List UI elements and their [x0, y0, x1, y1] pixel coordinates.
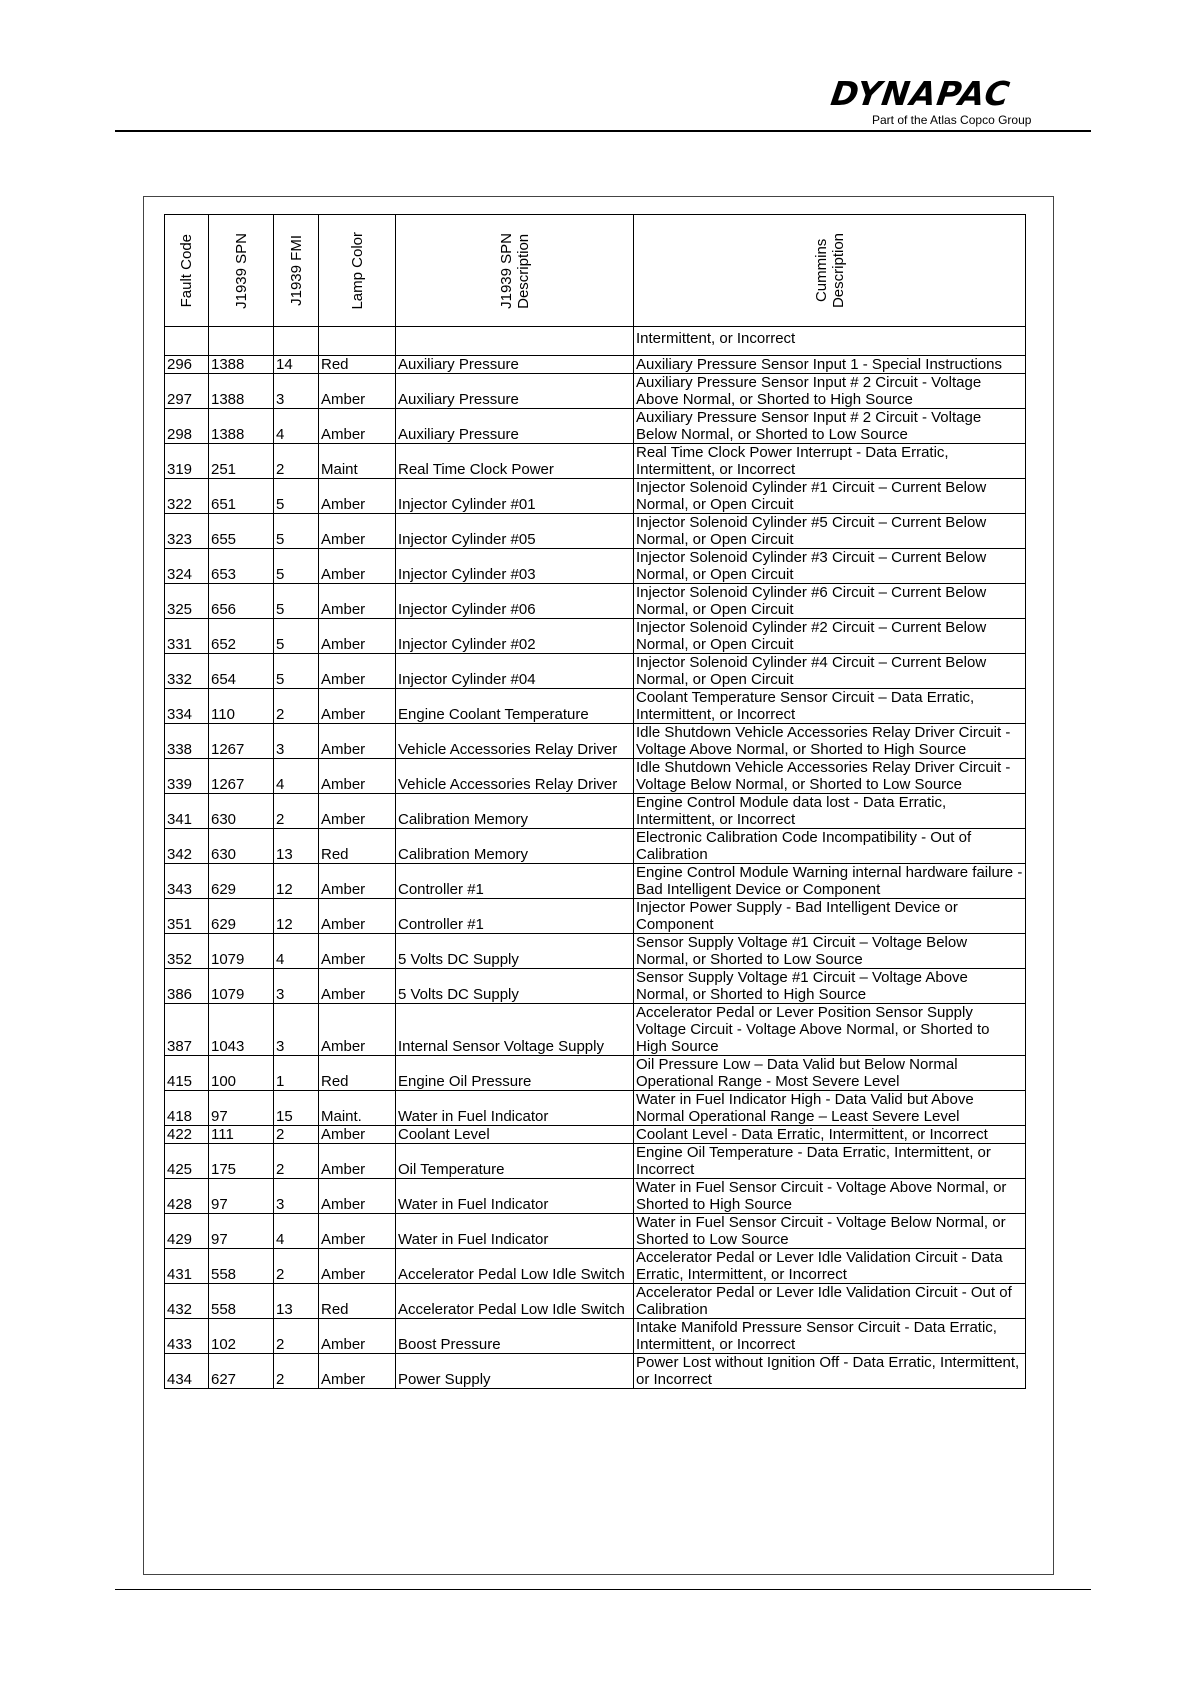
fmi-cell: 13	[274, 829, 319, 864]
lamp-color-cell: Red	[319, 1284, 396, 1319]
fault-code-cell: 298	[165, 409, 209, 444]
fault-code-cell: 434	[165, 1354, 209, 1389]
table-row	[165, 864, 1026, 899]
brand-name: DYNAPAC	[828, 74, 1013, 113]
lamp-color-cell: Amber	[319, 1126, 396, 1144]
spn-description-cell: Auxiliary Pressure	[396, 374, 634, 409]
table-row	[165, 969, 1026, 1004]
spn-description-cell: Injector Cylinder #01	[396, 479, 634, 514]
lamp-color-cell: Amber	[319, 1004, 396, 1056]
cummins-description-cell: Intake Manifold Pressure Sensor Circuit - Data Erratic, Intermittent, or Incorrect	[634, 1319, 1026, 1354]
cummins-description-cell: Auxiliary Pressure Sensor Input # 2 Circuit - Voltage Above Normal, or Shorted to High Source	[634, 374, 1026, 409]
lamp-color-cell: Red	[319, 1056, 396, 1091]
cummins-description-cell: Engine Control Module Warning internal hardware failure - Bad Intelligent Device or Component	[634, 864, 1026, 899]
spn-description-cell: Accelerator Pedal Low Idle Switch	[396, 1284, 634, 1319]
lamp-color-cell: Amber	[319, 514, 396, 549]
spn-description-cell: Engine Coolant Temperature	[396, 689, 634, 724]
lamp-color-cell: Amber	[319, 1319, 396, 1354]
cummins-description-cell: Coolant Temperature Sensor Circuit – Data Erratic, Intermittent, or Incorrect	[634, 689, 1026, 724]
spn-cell: 110	[209, 689, 274, 724]
cummins-description-cell: Injector Solenoid Cylinder #1 Circuit – Current Below Normal, or Open Circuit	[634, 479, 1026, 514]
table-row	[165, 479, 1026, 514]
spn-cell: 630	[209, 829, 274, 864]
cummins-description-cell: Real Time Clock Power Interrupt - Data Erratic, Intermittent, or Incorrect	[634, 444, 1026, 479]
lamp-color-cell: Amber	[319, 1214, 396, 1249]
table-row	[165, 654, 1026, 689]
cummins-description-cell: Water in Fuel Indicator High - Data Valid but Above Normal Operational Range – Least Severe Level	[634, 1091, 1026, 1126]
spn-cell: 558	[209, 1284, 274, 1319]
cummins-description-cell: Water in Fuel Sensor Circuit - Voltage Below Normal, or Shorted to Low Source	[634, 1214, 1026, 1249]
table-row	[165, 619, 1026, 654]
spn-cell: 655	[209, 514, 274, 549]
table-row	[165, 934, 1026, 969]
fault-code-cell: 351	[165, 899, 209, 934]
table-row	[165, 1126, 1026, 1144]
spn-cell: 1267	[209, 759, 274, 794]
spn-cell: 251	[209, 444, 274, 479]
spn-description-cell: 5 Volts DC Supply	[396, 934, 634, 969]
spn-cell: 627	[209, 1354, 274, 1389]
lamp-color-cell: Red	[319, 829, 396, 864]
table-row	[165, 374, 1026, 409]
col-cummins-description: Cummins Description	[634, 215, 1026, 327]
spn-description-cell: Accelerator Pedal Low Idle Switch	[396, 1249, 634, 1284]
lamp-color-cell: Amber	[319, 969, 396, 1004]
spn-cell: 100	[209, 1056, 274, 1091]
fault-code-cell: 322	[165, 479, 209, 514]
cummins-description-cell: Idle Shutdown Vehicle Accessories Relay Driver Circuit - Voltage Above Normal, or Shorted to High Source	[634, 724, 1026, 759]
header-row	[165, 215, 1026, 327]
lamp-color-cell: Amber	[319, 479, 396, 514]
fault-code-cell: 338	[165, 724, 209, 759]
col-fault-code: Fault Code	[165, 215, 209, 327]
dynapac-logo	[828, 74, 1074, 138]
table-row	[165, 514, 1026, 549]
fmi-cell: 3	[274, 969, 319, 1004]
fault-code-cell: 341	[165, 794, 209, 829]
fmi-cell: 15	[274, 1091, 319, 1126]
table-row	[165, 689, 1026, 724]
fault-code-cell: 433	[165, 1319, 209, 1354]
spn-cell: 651	[209, 479, 274, 514]
table-row	[165, 1284, 1026, 1319]
spn-description-cell: Coolant Level	[396, 1126, 634, 1144]
spn-description-cell: Engine Oil Pressure	[396, 1056, 634, 1091]
spn-description-cell: Auxiliary Pressure	[396, 356, 634, 374]
spn-cell: 1267	[209, 724, 274, 759]
fault-code-cell: 323	[165, 514, 209, 549]
col-lamp-color: Lamp Color	[319, 215, 396, 327]
cummins-description-cell: Injector Solenoid Cylinder #3 Circuit – Current Below Normal, or Open Circuit	[634, 549, 1026, 584]
fault-code-cell: 429	[165, 1214, 209, 1249]
continuation-text: Intermittent, or Incorrect	[634, 327, 1026, 356]
spn-description-cell: Controller #1	[396, 899, 634, 934]
spn-description-cell: Injector Cylinder #02	[396, 619, 634, 654]
fmi-cell: 12	[274, 899, 319, 934]
spn-description-cell: Controller #1	[396, 864, 634, 899]
col-spn-description: J1939 SPN Description	[396, 215, 634, 327]
table-row	[165, 549, 1026, 584]
cummins-description-cell: Auxiliary Pressure Sensor Input 1 - Special Instructions	[634, 356, 1026, 374]
table-row	[165, 899, 1026, 934]
cummins-description-cell: Oil Pressure Low – Data Valid but Below Normal Operational Range - Most Severe Level	[634, 1056, 1026, 1091]
col-fmi: J1939 FMI	[274, 215, 319, 327]
lamp-color-cell: Amber	[319, 1144, 396, 1179]
fault-code-cell: 319	[165, 444, 209, 479]
lamp-color-cell: Amber	[319, 374, 396, 409]
spn-description-cell: Injector Cylinder #06	[396, 584, 634, 619]
table-row	[165, 1319, 1026, 1354]
fmi-cell: 5	[274, 514, 319, 549]
lamp-color-cell: Amber	[319, 1354, 396, 1389]
lamp-color-cell: Amber	[319, 899, 396, 934]
lamp-color-cell: Amber	[319, 1249, 396, 1284]
spn-description-cell: Auxiliary Pressure	[396, 409, 634, 444]
table-row	[165, 444, 1026, 479]
fmi-cell: 5	[274, 619, 319, 654]
fmi-cell: 13	[274, 1284, 319, 1319]
fault-code-cell: 296	[165, 356, 209, 374]
table-row	[165, 1249, 1026, 1284]
fault-code-cell: 331	[165, 619, 209, 654]
spn-cell: 629	[209, 899, 274, 934]
fmi-cell: 2	[274, 1319, 319, 1354]
fault-code-table	[164, 214, 1026, 1389]
spn-description-cell: Oil Temperature	[396, 1144, 634, 1179]
fmi-cell: 5	[274, 479, 319, 514]
spn-description-cell: Vehicle Accessories Relay Driver	[396, 759, 634, 794]
table-row	[165, 1144, 1026, 1179]
spn-cell: 1388	[209, 409, 274, 444]
table-row	[165, 724, 1026, 759]
lamp-color-cell: Amber	[319, 409, 396, 444]
fault-code-cell: 431	[165, 1249, 209, 1284]
table-row	[165, 409, 1026, 444]
spn-cell: 1079	[209, 969, 274, 1004]
fmi-cell: 1	[274, 1056, 319, 1091]
fault-code-cell: 342	[165, 829, 209, 864]
spn-cell: 656	[209, 584, 274, 619]
table-row	[165, 1004, 1026, 1056]
spn-description-cell: Internal Sensor Voltage Supply	[396, 1004, 634, 1056]
lamp-color-cell: Amber	[319, 934, 396, 969]
cummins-description-cell: Injector Solenoid Cylinder #6 Circuit – Current Below Normal, or Open Circuit	[634, 584, 1026, 619]
spn-description-cell: Boost Pressure	[396, 1319, 634, 1354]
cummins-description-cell: Injector Power Supply - Bad Intelligent Device or Component	[634, 899, 1026, 934]
table-row	[165, 794, 1026, 829]
spn-description-cell: Calibration Memory	[396, 794, 634, 829]
table-row	[165, 829, 1026, 864]
spn-cell: 629	[209, 864, 274, 899]
lamp-color-cell: Amber	[319, 794, 396, 829]
fmi-cell: 2	[274, 444, 319, 479]
spn-cell: 1079	[209, 934, 274, 969]
fmi-cell: 2	[274, 1249, 319, 1284]
spn-cell: 97	[209, 1091, 274, 1126]
cummins-description-cell: Power Lost without Ignition Off - Data Erratic, Intermittent, or Incorrect	[634, 1354, 1026, 1389]
fmi-cell: 3	[274, 1179, 319, 1214]
cummins-description-cell: Coolant Level - Data Erratic, Intermittent, or Incorrect	[634, 1126, 1026, 1144]
lamp-color-cell: Amber	[319, 759, 396, 794]
lamp-color-cell: Amber	[319, 689, 396, 724]
spn-cell: 558	[209, 1249, 274, 1284]
spn-cell: 653	[209, 549, 274, 584]
cummins-description-cell: Water in Fuel Sensor Circuit - Voltage Above Normal, or Shorted to High Source	[634, 1179, 1026, 1214]
fault-code-cell: 297	[165, 374, 209, 409]
fmi-cell: 2	[274, 794, 319, 829]
table-row	[165, 1091, 1026, 1126]
spn-cell: 654	[209, 654, 274, 689]
fault-code-cell: 418	[165, 1091, 209, 1126]
fmi-cell: 3	[274, 724, 319, 759]
spn-cell: 1388	[209, 374, 274, 409]
fault-code-cell: 339	[165, 759, 209, 794]
brand-tagline: Part of the Atlas Copco Group	[872, 113, 1032, 127]
spn-description-cell: Injector Cylinder #04	[396, 654, 634, 689]
table-row	[165, 1214, 1026, 1249]
spn-description-cell: Real Time Clock Power	[396, 444, 634, 479]
table-row	[165, 1354, 1026, 1389]
cummins-description-cell: Accelerator Pedal or Lever Idle Validation Circuit - Data Erratic, Intermittent, or Incorrect	[634, 1249, 1026, 1284]
col-spn: J1939 SPN	[209, 215, 274, 327]
lamp-color-cell: Amber	[319, 584, 396, 619]
fmi-cell: 14	[274, 356, 319, 374]
fault-code-cell: 332	[165, 654, 209, 689]
cummins-description-cell: Accelerator Pedal or Lever Position Sensor Supply Voltage Circuit - Voltage Above Normal, or Shorted to High Source	[634, 1004, 1026, 1056]
lamp-color-cell: Maint	[319, 444, 396, 479]
lamp-color-cell: Red	[319, 356, 396, 374]
fault-code-cell: 425	[165, 1144, 209, 1179]
spn-description-cell: Vehicle Accessories Relay Driver	[396, 724, 634, 759]
cummins-description-cell: Engine Control Module data lost - Data Erratic, Intermittent, or Incorrect	[634, 794, 1026, 829]
spn-description-cell: Water in Fuel Indicator	[396, 1214, 634, 1249]
lamp-color-cell: Maint.	[319, 1091, 396, 1126]
fault-code-cell: 334	[165, 689, 209, 724]
spn-description-cell: Water in Fuel Indicator	[396, 1091, 634, 1126]
spn-description-cell: Injector Cylinder #05	[396, 514, 634, 549]
lamp-color-cell: Amber	[319, 549, 396, 584]
cummins-description-cell: Idle Shutdown Vehicle Accessories Relay Driver Circuit - Voltage Below Normal, or Shorted to Low Source	[634, 759, 1026, 794]
fault-code-cell: 324	[165, 549, 209, 584]
fmi-cell: 2	[274, 1144, 319, 1179]
fmi-cell: 3	[274, 374, 319, 409]
fmi-cell: 2	[274, 1126, 319, 1144]
spn-description-cell: Power Supply	[396, 1354, 634, 1389]
cummins-description-cell: Auxiliary Pressure Sensor Input # 2 Circuit - Voltage Below Normal, or Shorted to Low Source	[634, 409, 1026, 444]
lamp-color-cell: Amber	[319, 1179, 396, 1214]
fault-code-cell: 343	[165, 864, 209, 899]
fmi-cell: 4	[274, 759, 319, 794]
spn-cell: 1388	[209, 356, 274, 374]
fault-code-cell: 387	[165, 1004, 209, 1056]
spn-cell: 102	[209, 1319, 274, 1354]
spn-cell: 175	[209, 1144, 274, 1179]
lamp-color-cell: Amber	[319, 619, 396, 654]
fmi-cell: 5	[274, 654, 319, 689]
fmi-cell: 4	[274, 1214, 319, 1249]
fmi-cell: 4	[274, 409, 319, 444]
cummins-description-cell: Engine Oil Temperature - Data Erratic, Intermittent, or Incorrect	[634, 1144, 1026, 1179]
cummins-description-cell: Injector Solenoid Cylinder #4 Circuit – Current Below Normal, or Open Circuit	[634, 654, 1026, 689]
fmi-cell: 4	[274, 934, 319, 969]
fmi-cell: 2	[274, 689, 319, 724]
fault-code-cell: 352	[165, 934, 209, 969]
fault-code-cell: 428	[165, 1179, 209, 1214]
table-row	[165, 1179, 1026, 1214]
spn-description-cell: Calibration Memory	[396, 829, 634, 864]
lamp-color-cell: Amber	[319, 654, 396, 689]
fault-code-cell: 325	[165, 584, 209, 619]
table-row	[165, 1056, 1026, 1091]
fault-code-cell: 386	[165, 969, 209, 1004]
table-row	[165, 759, 1026, 794]
cummins-description-cell: Sensor Supply Voltage #1 Circuit – Voltage Below Normal, or Shorted to Low Source	[634, 934, 1026, 969]
spn-cell: 630	[209, 794, 274, 829]
lamp-color-cell: Amber	[319, 724, 396, 759]
continuation-row	[165, 327, 1026, 356]
fault-code-cell: 415	[165, 1056, 209, 1091]
spn-cell: 111	[209, 1126, 274, 1144]
spn-description-cell: Water in Fuel Indicator	[396, 1179, 634, 1214]
fmi-cell: 5	[274, 549, 319, 584]
cummins-description-cell: Sensor Supply Voltage #1 Circuit – Voltage Above Normal, or Shorted to High Source	[634, 969, 1026, 1004]
cummins-description-cell: Electronic Calibration Code Incompatibility - Out of Calibration	[634, 829, 1026, 864]
cummins-description-cell: Injector Solenoid Cylinder #2 Circuit – Current Below Normal, or Open Circuit	[634, 619, 1026, 654]
fault-code-cell: 432	[165, 1284, 209, 1319]
lamp-color-cell: Amber	[319, 864, 396, 899]
spn-cell: 97	[209, 1179, 274, 1214]
spn-cell: 652	[209, 619, 274, 654]
fmi-cell: 3	[274, 1004, 319, 1056]
table-row	[165, 356, 1026, 374]
spn-cell: 97	[209, 1214, 274, 1249]
fault-code-cell: 422	[165, 1126, 209, 1144]
spn-description-cell: Injector Cylinder #03	[396, 549, 634, 584]
spn-cell: 1043	[209, 1004, 274, 1056]
fmi-cell: 12	[274, 864, 319, 899]
cummins-description-cell: Injector Solenoid Cylinder #5 Circuit – Current Below Normal, or Open Circuit	[634, 514, 1026, 549]
cummins-description-cell: Accelerator Pedal or Lever Idle Validation Circuit - Out of Calibration	[634, 1284, 1026, 1319]
fmi-cell: 5	[274, 584, 319, 619]
table-row	[165, 584, 1026, 619]
footer-rule	[115, 1589, 1091, 1590]
header-rule	[115, 130, 1091, 132]
spn-description-cell: 5 Volts DC Supply	[396, 969, 634, 1004]
fmi-cell: 2	[274, 1354, 319, 1389]
